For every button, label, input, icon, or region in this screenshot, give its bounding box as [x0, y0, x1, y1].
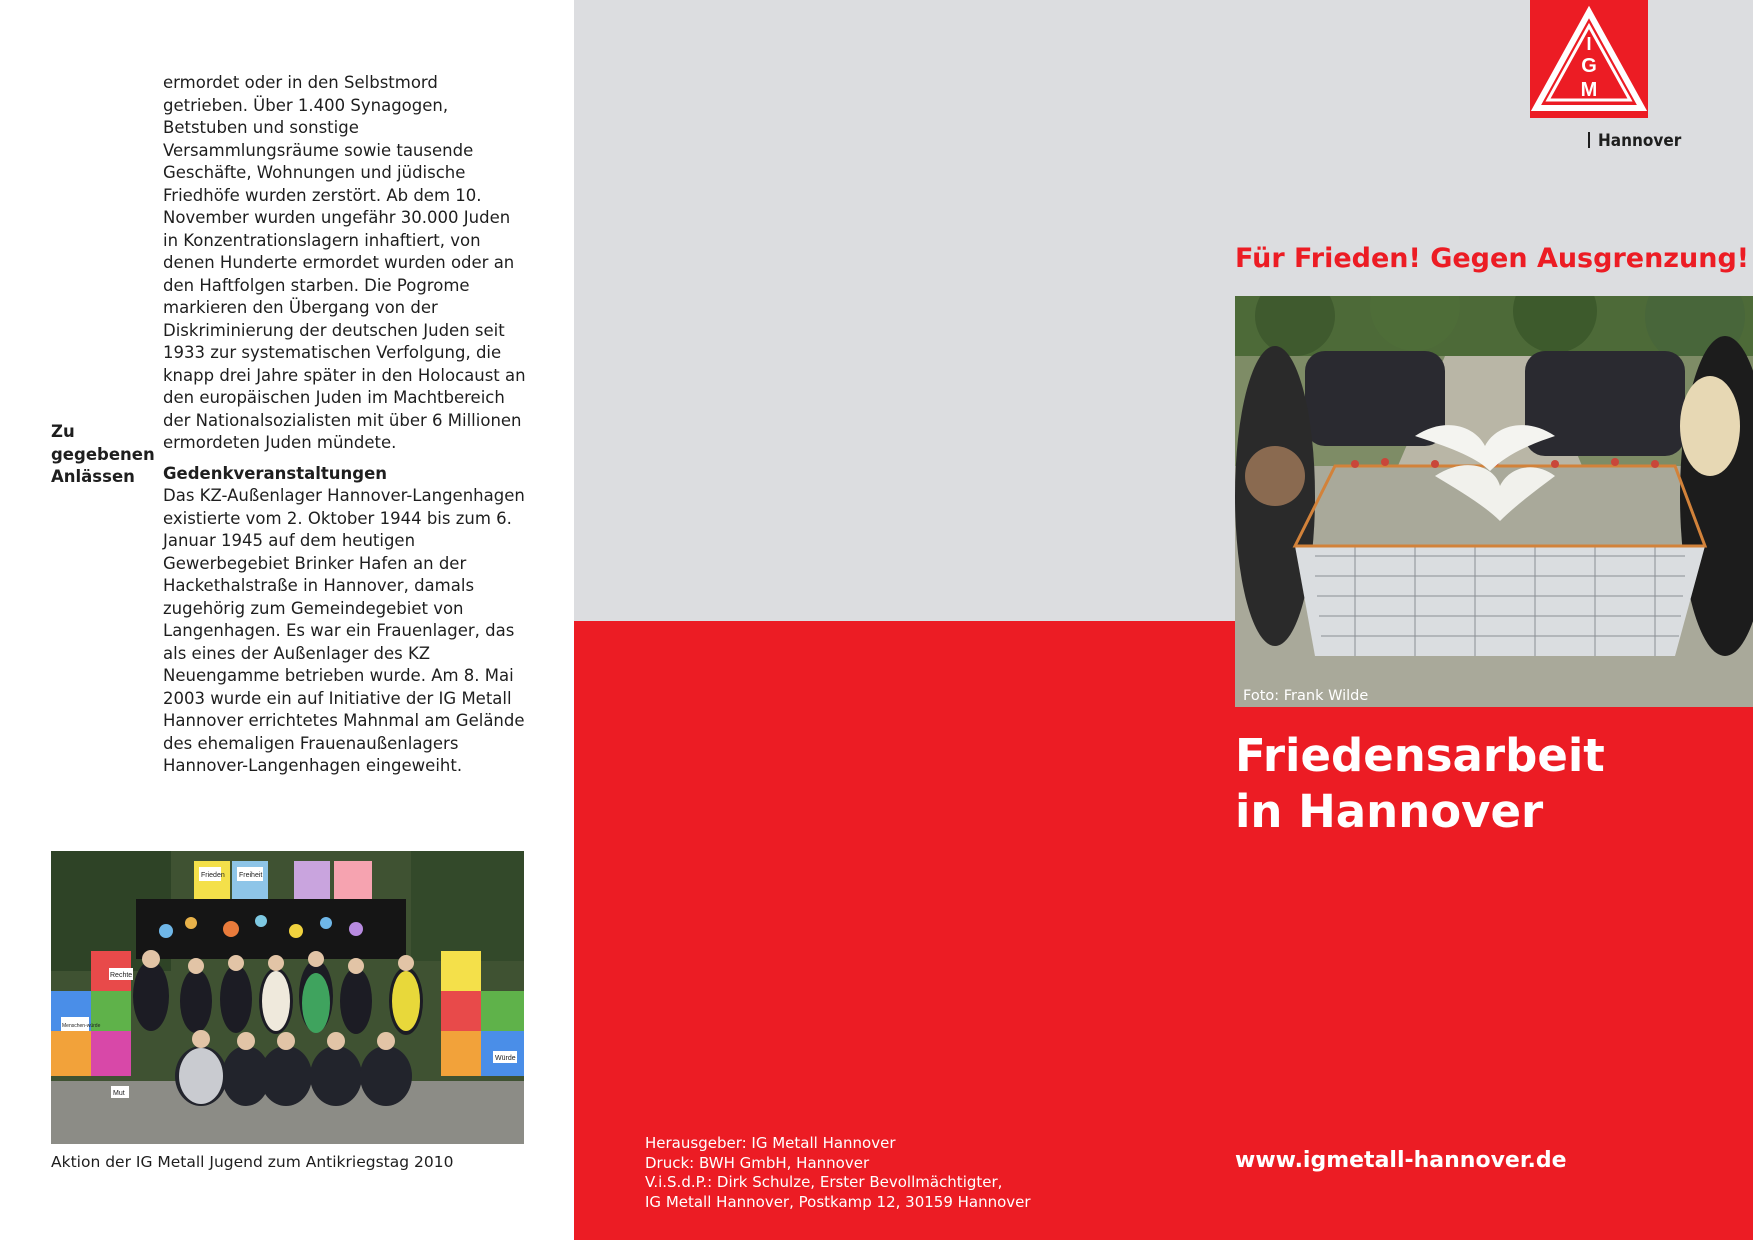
- youth-action-photo: [51, 851, 524, 1144]
- side-label: Zu gegebenen Anlässen: [51, 422, 155, 486]
- svg-text:I: I: [1586, 34, 1592, 54]
- photo-wall-word-5: Mut: [113, 1090, 125, 1097]
- igmetall-logo: [1530, 0, 1648, 118]
- photo-wall-word-3: Rechte: [110, 972, 133, 979]
- svg-text:M: M: [1580, 79, 1598, 101]
- photo-credit: Foto: Frank Wilde: [1243, 688, 1369, 704]
- history-paragraph: ermordet oder in den Selbstmord getrieben. Über 1.400 Synagogen, Betstuben und sonstige Versammlungsräume sowie tausende Geschäfte, Wohnungen und jüdische Friedhöfe wurden zerstört. Ab dem 10. November wurden ungefähr 30.000 Juden in Konzentrationslagern inhaftiert, von denen Hunderte ermordet wurden oder an den Haftfolgen starben. Die Pogrome markieren den Übergang von der Diskriminierung der deutschen Juden seit 1933 zur systematischen Verfolgung, die knapp drei Jahre später in den Holocaust an den europäischen Juden im Machtbereich der Nationalsozialisten mit über 6 Millionen ermordeten Juden mündete.: [163, 73, 526, 452]
- photo-caption: Aktion der IG Metall Jugend zum Antikriegstag 2010: [51, 1153, 454, 1171]
- logo-city-label: Hannover: [1598, 131, 1682, 151]
- slogan: Für Frieden! Gegen Ausgrenzung!: [1235, 243, 1750, 274]
- imprint-responsible: V.i.S.d.P.: Dirk Schulze, Erster Bevollmächtigter,: [645, 1173, 1003, 1191]
- cover-title: [1235, 728, 1605, 840]
- cover-title-line-1: Friedensarbeit: [1235, 729, 1605, 782]
- photo-wall-word-1: Frieden: [201, 872, 225, 879]
- imprint-address: IG Metall Hannover, Postkamp 12, 30159 Hannover: [645, 1192, 1031, 1211]
- photo-wall-word-6: Würde: [495, 1055, 516, 1062]
- peace-dove-photo: [1235, 296, 1753, 707]
- photo-wall-word-2: Freiheit: [239, 872, 263, 879]
- imprint-printer: Druck: BWH GmbH, Hannover: [645, 1153, 870, 1172]
- photo-wall-word-4: Menschen-würde: [62, 1023, 101, 1029]
- cover-title-line-2: in Hannover: [1235, 785, 1544, 838]
- imprint: [645, 1134, 1031, 1212]
- section-heading: Gedenkveranstaltungen: [163, 463, 388, 483]
- website-link[interactable]: www.igmetall-hannover.de: [1235, 1148, 1567, 1173]
- body-text-column: [163, 72, 528, 778]
- logo-divider: [1588, 132, 1590, 148]
- memorial-paragraph: Das KZ-Außenlager Hannover-Langenhagen existierte vom 2. Oktober 1944 bis zum 6. Januar 1945 auf dem heutigen Gewerbegebiet Brinker Hafen an der Hackethalstraße in Hannover, damals zugehörig zum Gemeindegebiet von Langenhagen. Es war ein Frauenlager, das als eines der Außenlager des KZ Neuengamme betrieben wurde. Am 8. Mai 2003 wurde ein auf Initiative der IG Metall Hannover errichtetes Mahnmal am Gelände des ehemaligen Frauenaußenlagers Hannover-Langenhagen eingeweiht.: [163, 486, 525, 775]
- svg-text:G: G: [1581, 55, 1597, 77]
- imprint-publisher: Herausgeber: IG Metall Hannover: [645, 1134, 896, 1152]
- logo-city-name: [1588, 131, 1681, 151]
